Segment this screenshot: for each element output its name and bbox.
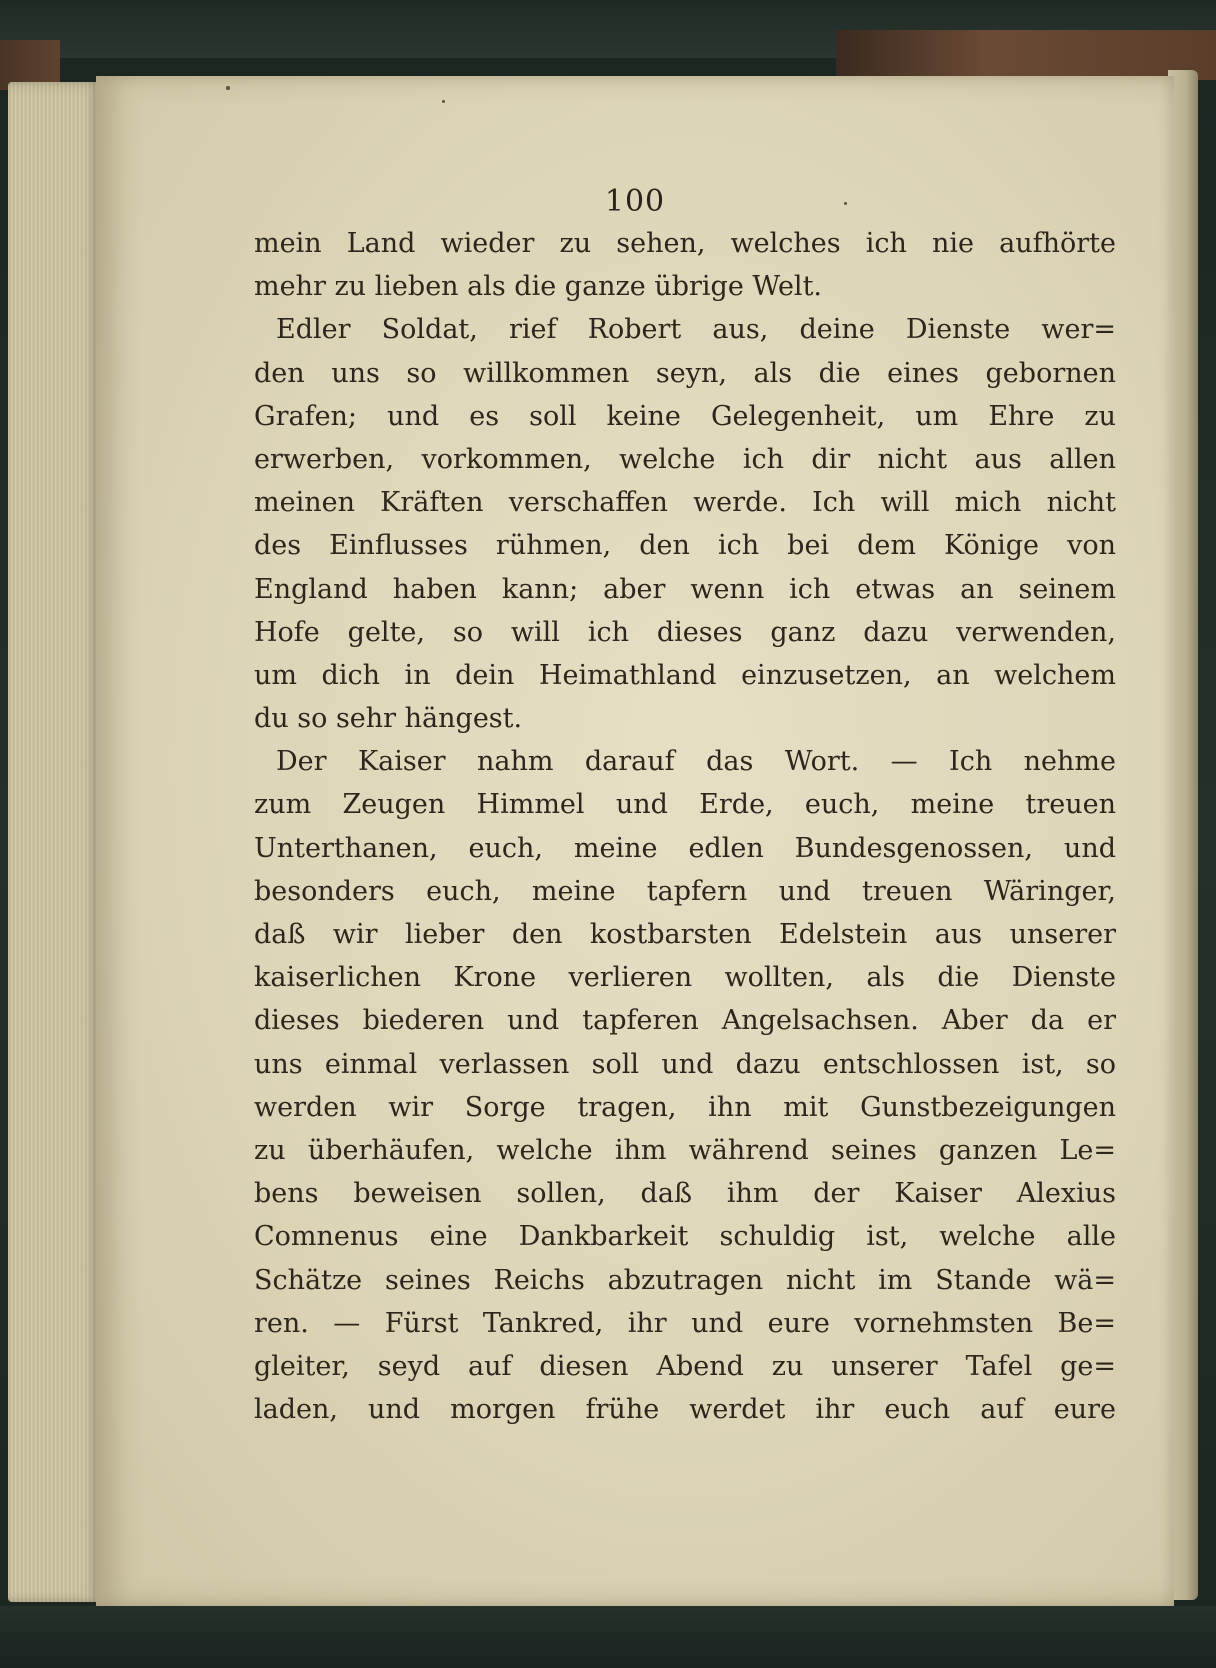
paper-speck bbox=[226, 86, 230, 90]
text-line: mehr zu lieben als die ganze übrige Welt. bbox=[254, 271, 823, 303]
text-line: um dich in dein Heimathland einzusetzen, an welchem bbox=[254, 659, 1116, 691]
text-line: besonders euch, meine tapfern und treuen Wäringer, bbox=[254, 875, 1116, 907]
text-line: Comnenus eine Dankbarkeit schuldig ist, welche alle bbox=[254, 1221, 1116, 1253]
text-line: dieses biederen und tapferen Angelsachsen. Aber da er bbox=[254, 1005, 1116, 1037]
leather-cover-corner bbox=[836, 30, 1216, 80]
text-line: Hofe gelte, so will ich dieses ganz dazu verwenden, bbox=[254, 616, 1116, 648]
text-line: meinen Kräften verschaffen werde. Ich will mich nicht bbox=[254, 487, 1116, 519]
text-line: daß wir lieber den kostbarsten Edelstein aus unserer bbox=[254, 919, 1116, 950]
text-line: laden, und morgen frühe werdet ihr euch auf eure bbox=[254, 1394, 1116, 1426]
page-stack-edge bbox=[8, 82, 100, 1602]
text-line: uns einmal verlassen soll und dazu entschlossen ist, so bbox=[254, 1048, 1116, 1080]
text-line: ren. — Fürst Tankred, ihr und eure vornehmsten Be= bbox=[254, 1307, 1116, 1339]
binding-bottom-band bbox=[0, 1606, 1216, 1668]
text-line: werden wir Sorge tragen, ihn mit Gunstbezeigungen bbox=[254, 1091, 1116, 1123]
text-line: den uns so willkommen seyn, als die eines gebornen bbox=[254, 357, 1116, 389]
text-line: zu überhäufen, welche ihm während seines ganzen Le= bbox=[254, 1134, 1116, 1166]
text-line: England haben kann; aber wenn ich etwas an seinem bbox=[254, 573, 1116, 605]
text-line: Unterthanen, euch, meine edlen Bundesgenossen, und bbox=[254, 832, 1116, 864]
text-line: kaiserlichen Krone verlieren wollten, als die Dienste bbox=[254, 962, 1116, 994]
text-line: Grafen; und es soll keine Gelegenheit, um Ehre zu bbox=[254, 400, 1116, 432]
text-line: bens beweisen sollen, daß ihm der Kaiser Alexius bbox=[254, 1178, 1116, 1210]
text-line: mein Land wieder zu sehen, welches ich nie aufhörte bbox=[254, 228, 1116, 259]
book-page bbox=[96, 76, 1174, 1606]
paper-speck bbox=[442, 100, 445, 103]
text-line: Edler Soldat, rief Robert aus, deine Dienste wer= bbox=[276, 314, 1116, 346]
text-line: du so sehr hängest. bbox=[254, 703, 523, 735]
text-line: Schätze seines Reichs abzutragen nicht im Stande wä= bbox=[254, 1264, 1116, 1296]
page-number: 100 bbox=[604, 184, 666, 219]
text-line: zum Zeugen Himmel und Erde, euch, meine treuen bbox=[254, 789, 1116, 821]
text-line: gleiter, seyd auf diesen Abend zu unserer Tafel ge= bbox=[254, 1350, 1116, 1382]
page-text bbox=[254, 222, 1116, 1431]
text-line: Der Kaiser nahm darauf das Wort. — Ich nehme bbox=[276, 746, 1116, 778]
text-line: erwerben, vorkommen, welche ich dir nicht aus allen bbox=[254, 443, 1116, 475]
text-line: des Einflusses rühmen, den ich bei dem Könige von bbox=[254, 530, 1116, 562]
